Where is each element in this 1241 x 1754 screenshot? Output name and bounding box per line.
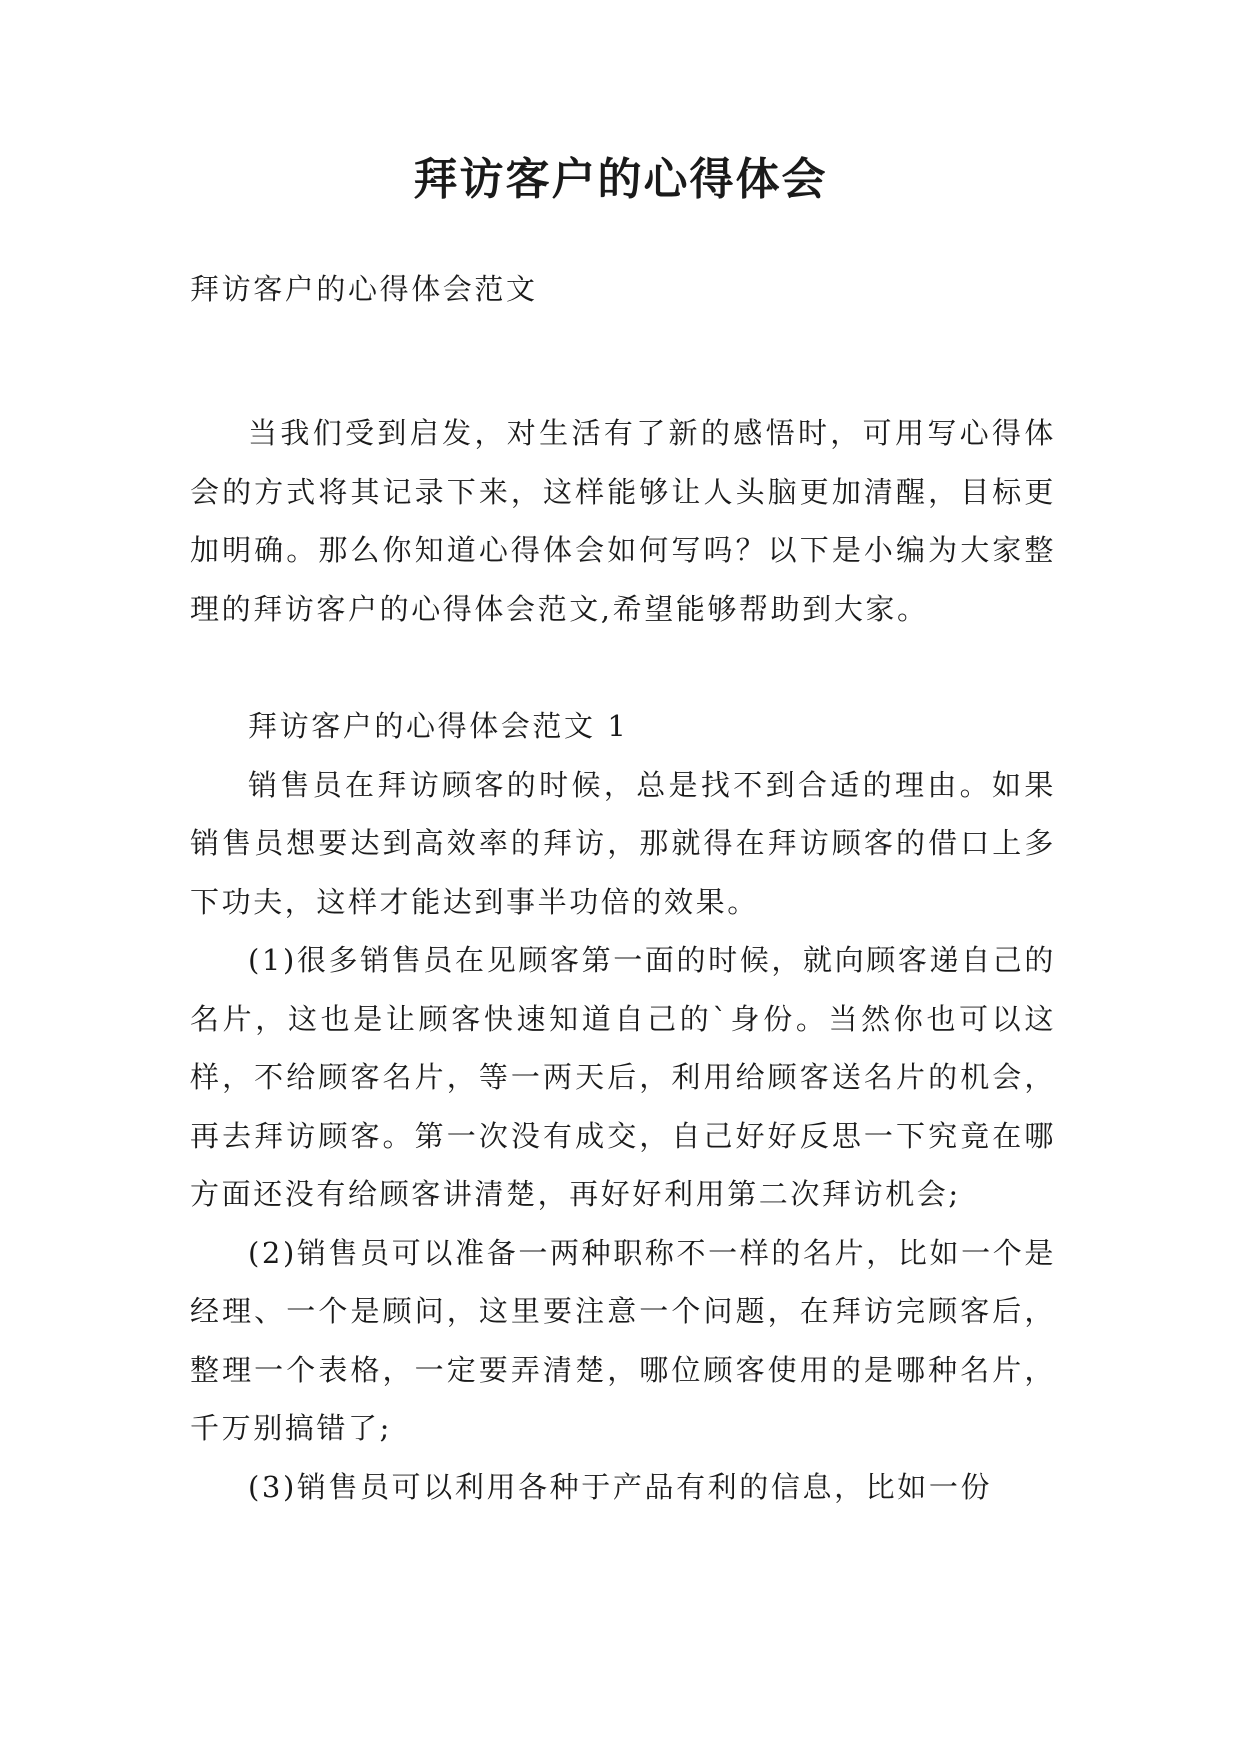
document-subtitle: 拜访客户的心得体会范文 (190, 272, 538, 306)
intro-block (190, 404, 1056, 638)
section-paragraph: 销售员在拜访顾客的时候，总是找不到合适的理由。如果销售员想要达到高效率的拜访，那就得在拜访顾客的借口上多下功夫，这样才能达到事半功倍的效果。 (190, 767, 1056, 919)
intro-paragraph: 当我们受到启发，对生活有了新的感悟时，可用写心得体会的方式将其记录下来，这样能够让人头脑更加清醒，目标更加明确。那么你知道心得体会如何写吗？以下是小编为大家整理的拜访客户的心得体会范文,希望能够帮助到大家。 (190, 416, 1056, 626)
document-title: 拜访客户的心得体会 (413, 154, 828, 205)
section-paragraph: (2)销售员可以准备一两种职称不一样的名片，比如一个是经理、一个是顾问，这里要注意一个问题，在拜访完顾客后，整理一个表格，一定要弄清楚，哪位顾客使用的是哪种名片，千万别搞错了; (190, 1235, 1056, 1445)
section-paragraph: (3)销售员可以利用各种于产品有利的信息，比如一份 (248, 1469, 993, 1504)
section-heading: 拜访客户的心得体会范文 1 (248, 709, 629, 743)
section-1 (190, 697, 1056, 1516)
section-paragraph: (1)很多销售员在见顾客第一面的时候，就向顾客递自己的名片，这也是让顾客快速知道自己的`身份。当然你也可以这样，不给顾客名片，等一两天后，利用给顾客送名片的机会，再去拜访顾客。第一次没有成交，自己好好反思一下究竟在哪方面还没有给顾客讲清楚，再好好利用第二次拜访机会; (190, 943, 1056, 1211)
